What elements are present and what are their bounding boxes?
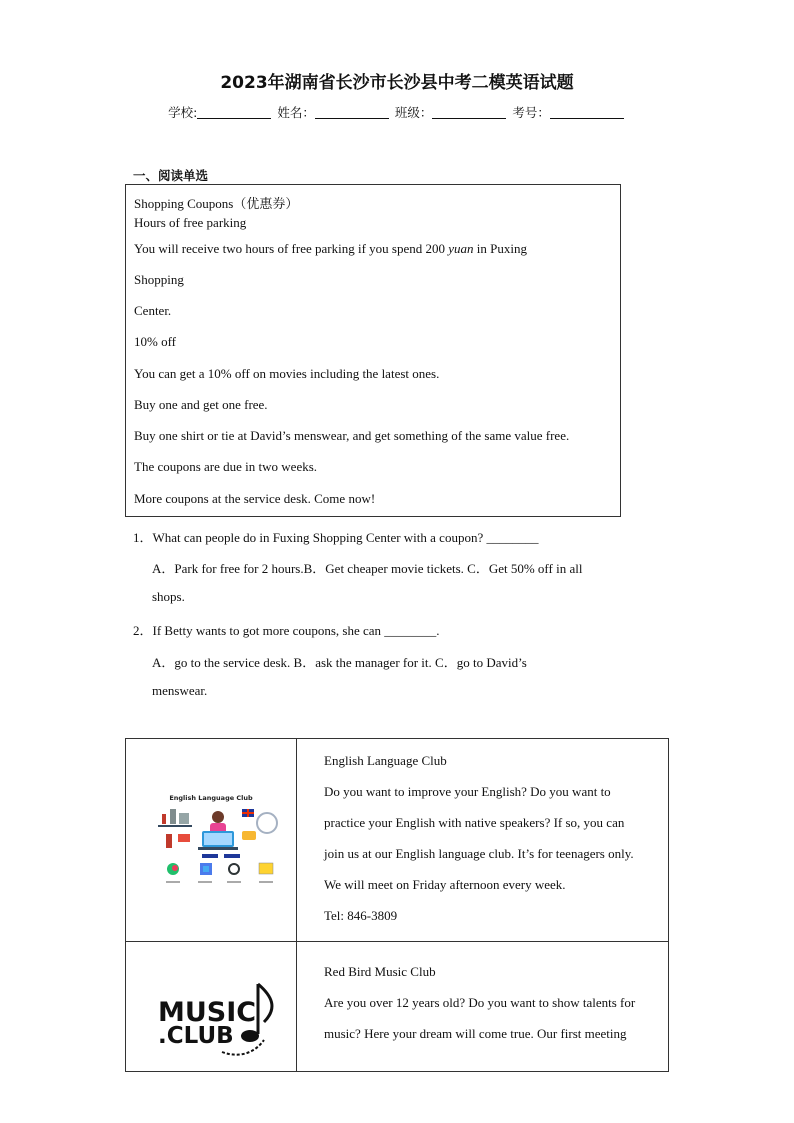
class-blank[interactable] <box>432 106 506 119</box>
english-club-line: join us at our English language club. It’s for teenagers only. <box>324 846 634 861</box>
discount-text: You can get a 10% off on movies including the latest ones. <box>134 366 440 381</box>
discount-title: 10% off <box>134 334 177 349</box>
parking-text-unit: yuan <box>448 241 474 256</box>
coupon-heading: Shopping Coupons（优惠券） <box>134 196 299 211</box>
school-label: 学校: <box>168 105 198 120</box>
question-1-options[interactable]: A．Park for free for 2 hours.B．Get cheaper movie tickets. C．Get 50% off in all <box>152 561 583 576</box>
parking-text-b: in Puxing <box>473 241 527 256</box>
english-club-text-cell <box>297 739 669 942</box>
question-1-stem: 1．What can people do in Fuxing Shopping Center with a coupon? ________ <box>133 530 539 545</box>
music-club-title: Red Bird Music Club <box>324 964 436 979</box>
parking-title: Hours of free parking <box>134 215 247 230</box>
music-logo-line1: MUSIC <box>158 997 257 1028</box>
clubs-table <box>125 738 669 1072</box>
student-info-line <box>0 103 794 121</box>
music-club-line: Are you over 12 years old? Do you want to show talents for <box>324 995 636 1010</box>
coupon-box <box>125 184 621 517</box>
name-label: 姓名： <box>277 105 315 120</box>
parking-text <box>134 241 527 257</box>
section-heading: 一、阅读单选 <box>133 168 209 183</box>
parking-text-c: Shopping <box>134 272 184 287</box>
name-blank[interactable] <box>315 106 389 119</box>
english-club-image-cell <box>126 739 297 942</box>
english-club-image-caption: English Language Club <box>169 794 253 802</box>
music-logo-line2: .CLUB <box>158 1023 234 1049</box>
bogo-title: Buy one and get one free. <box>134 397 268 412</box>
english-club-tel: Tel: 846-3809 <box>324 908 398 923</box>
english-club-illustration <box>126 739 296 936</box>
due-text: The coupons are due in two weeks. <box>134 459 318 474</box>
number-label: 考号： <box>512 105 550 120</box>
bogo-text: Buy one shirt or tie at David’s menswear, and get something of the same value free. <box>134 428 570 443</box>
more-text: More coupons at the service desk. Come now! <box>134 491 376 506</box>
english-club-line: practice your English with native speakers? If so, you can <box>324 815 625 830</box>
number-blank[interactable] <box>550 106 624 119</box>
parking-text-d: Center. <box>134 303 172 318</box>
table-row <box>126 942 669 1072</box>
parking-text-a: You will receive two hours of free parking if you spend 200 <box>134 241 449 256</box>
english-club-line: We will meet on Friday afternoon every week. <box>324 877 566 892</box>
english-club-title: English Language Club <box>324 753 447 768</box>
class-label: 班级： <box>394 105 433 120</box>
question-2-options-cont[interactable]: menswear. <box>152 683 208 698</box>
english-club-line: Do you want to improve your English? Do you want to <box>324 784 611 799</box>
music-club-line: music? Here your dream will come true. Our first meeting <box>324 1026 627 1041</box>
music-club-logo <box>126 942 296 1066</box>
question-2-options[interactable]: A．go to the service desk. B．ask the manager for it. C．go to David’s <box>152 655 527 670</box>
question-2-stem: 2．If Betty wants to got more coupons, she can ________. <box>133 623 440 638</box>
table-row <box>126 739 669 942</box>
school-blank[interactable] <box>197 106 271 119</box>
music-club-image-cell <box>126 942 297 1072</box>
music-club-text-cell <box>297 942 669 1072</box>
question-1-options-cont[interactable]: shops. <box>152 589 185 604</box>
page-title: 2023年湖南省长沙市长沙县中考二模英语试题 <box>220 73 574 93</box>
